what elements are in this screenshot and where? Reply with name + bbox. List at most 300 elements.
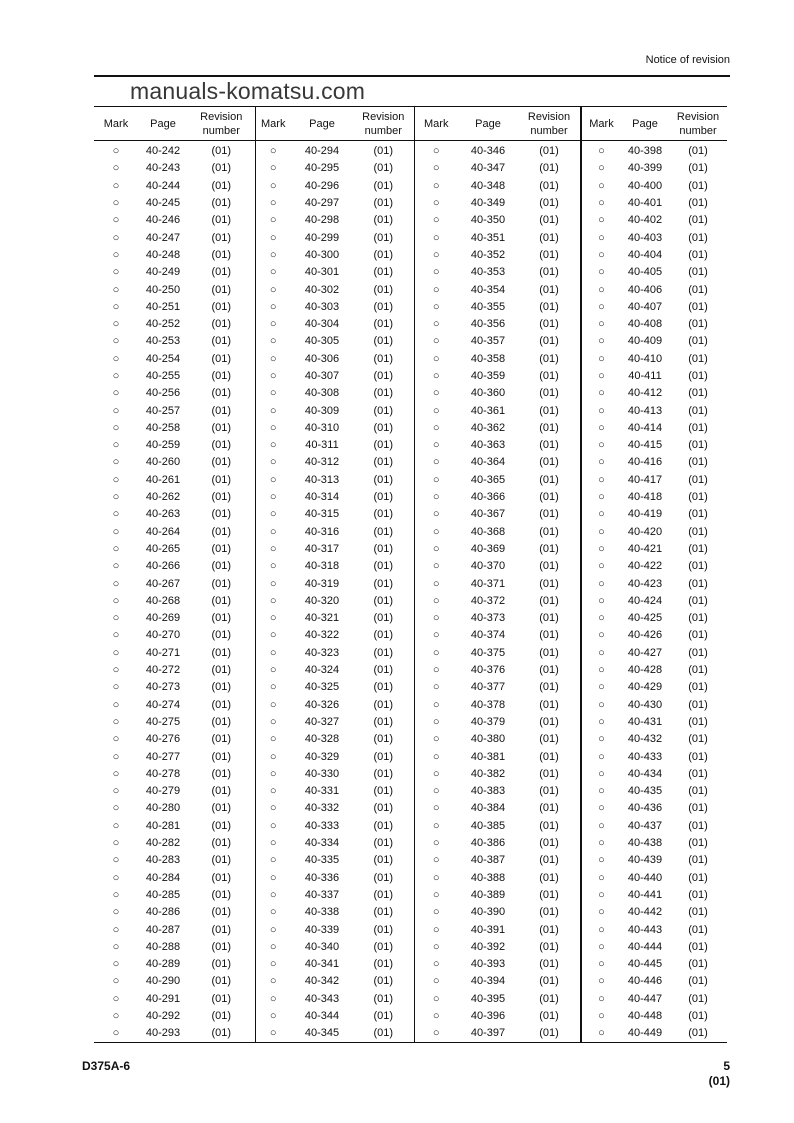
table-row	[94, 299, 727, 316]
mark-symbol: ○	[255, 575, 291, 592]
page-cell: 40-250	[145, 283, 181, 296]
revision-cell: (01)	[373, 940, 394, 953]
mark-symbol: ○	[112, 404, 120, 417]
mark-symbol: ○	[255, 766, 291, 783]
revision-cell: (01)	[688, 802, 708, 815]
mark-symbol: ○	[255, 351, 291, 368]
mark-symbol: ○	[255, 991, 291, 1008]
mark-symbol: ○	[112, 681, 120, 694]
revision-cell: (01)	[373, 681, 394, 694]
revision-cell: (01)	[688, 940, 708, 953]
mark-symbol: ○	[414, 645, 458, 662]
page-cell: 40-448	[627, 1009, 663, 1022]
revision-cell: (01)	[539, 802, 559, 815]
revision-cell: (01)	[688, 906, 708, 919]
page-cell: 40-432	[627, 733, 663, 746]
mark-symbol: ○	[255, 852, 291, 869]
mark-symbol: ○	[581, 1025, 621, 1043]
page-cell: 40-264	[145, 525, 181, 538]
page-cell: 40-306	[304, 352, 340, 365]
page-cell: 40-331	[304, 785, 340, 798]
mark-symbol: ○	[255, 939, 291, 956]
revision-cell: (01)	[211, 992, 232, 1005]
revision-cell: (01)	[688, 525, 708, 538]
revision-cell: (01)	[539, 248, 559, 261]
mark-symbol: ○	[112, 248, 120, 261]
page-cell: 40-340	[304, 940, 340, 953]
page-cell: 40-412	[627, 387, 663, 400]
page-cell: 40-287	[145, 923, 181, 936]
mark-symbol: ○	[255, 627, 291, 644]
revision-cell: (01)	[539, 785, 559, 798]
page-cell: 40-404	[627, 248, 663, 261]
revision-cell: (01)	[539, 750, 559, 763]
mark-symbol: ○	[414, 281, 458, 298]
page-cell: 40-434	[627, 767, 663, 780]
page-cell: 40-433	[627, 750, 663, 763]
revision-cell: (01)	[211, 560, 232, 573]
page-cell: 40-375	[470, 646, 506, 659]
revision-cell: (01)	[373, 352, 394, 365]
page-cell: 40-370	[470, 560, 506, 573]
mark-symbol: ○	[414, 472, 458, 489]
page-cell: 40-441	[627, 888, 663, 901]
page-cell: 40-428	[627, 664, 663, 677]
revision-cell: (01)	[688, 594, 708, 607]
mark-symbol: ○	[112, 785, 120, 798]
revision-cell: (01)	[373, 629, 394, 642]
revision-cell: (01)	[211, 819, 232, 832]
mark-symbol: ○	[414, 402, 458, 419]
mark-symbol: ○	[414, 299, 458, 316]
revision-cell: (01)	[539, 992, 559, 1005]
mark-symbol: ○	[581, 800, 621, 817]
revision-cell: (01)	[211, 352, 232, 365]
revision-cell: (01)	[539, 197, 559, 210]
page-cell: 40-258	[145, 421, 181, 434]
page-cell: 40-368	[470, 525, 506, 538]
mark-symbol: ○	[581, 766, 621, 783]
revision-cell: (01)	[373, 335, 394, 348]
mark-symbol: ○	[414, 818, 458, 835]
revision-cell: (01)	[539, 560, 559, 573]
page-cell: 40-395	[470, 992, 506, 1005]
mark-symbol: ○	[414, 212, 458, 229]
revision-cell: (01)	[539, 906, 559, 919]
page-cell: 40-444	[627, 940, 663, 953]
page-cell: 40-352	[470, 248, 506, 261]
mark-symbol: ○	[112, 300, 120, 313]
mark-symbol: ○	[255, 541, 291, 558]
revision-cell: (01)	[539, 542, 559, 555]
page-cell: 40-365	[470, 473, 506, 486]
revision-cell: (01)	[539, 837, 559, 850]
page-cell: 40-307	[304, 370, 340, 382]
revision-cell: (01)	[211, 387, 232, 400]
page-cell: 40-260	[145, 456, 181, 469]
mark-symbol: ○	[112, 473, 120, 486]
revision-cell: (01)	[373, 767, 394, 780]
mark-symbol: ○	[112, 352, 120, 365]
mark-symbol: ○	[581, 939, 621, 956]
page-cell: 40-413	[627, 404, 663, 417]
table-row	[94, 645, 727, 662]
revision-cell: (01)	[688, 387, 708, 400]
revision-cell: (01)	[373, 508, 394, 521]
mark-symbol: ○	[581, 921, 621, 938]
revision-cell: (01)	[688, 300, 708, 313]
revision-cell: (01)	[211, 940, 232, 953]
footer-page-number: 5	[723, 1059, 730, 1073]
table-row	[94, 195, 727, 212]
revision-cell: (01)	[373, 214, 394, 227]
mark-symbol: ○	[255, 195, 291, 212]
mark-symbol: ○	[414, 766, 458, 783]
page-cell: 40-310	[304, 421, 340, 434]
page-cell: 40-394	[470, 975, 506, 988]
page-cell: 40-383	[470, 785, 506, 798]
mark-symbol: ○	[112, 197, 120, 210]
mark-symbol: ○	[255, 1025, 291, 1043]
page-cell: 40-362	[470, 421, 506, 434]
page-cell: 40-346	[470, 145, 506, 158]
header-revision-line2: number	[364, 124, 402, 137]
mark-symbol: ○	[112, 421, 120, 434]
page-cell: 40-282	[145, 837, 181, 850]
revision-cell: (01)	[211, 318, 232, 331]
table-row	[94, 316, 727, 333]
revision-cell: (01)	[373, 473, 394, 486]
mark-symbol: ○	[255, 679, 291, 696]
revision-cell: (01)	[539, 162, 559, 175]
mark-symbol: ○	[414, 454, 458, 471]
revision-cell: (01)	[373, 318, 394, 331]
page-cell: 40-251	[145, 300, 181, 313]
page-cell: 40-399	[627, 162, 663, 175]
revision-cell: (01)	[373, 819, 394, 832]
page-cell: 40-324	[304, 664, 340, 677]
revision-cell: (01)	[688, 352, 708, 365]
revision-cell: (01)	[373, 283, 394, 296]
page-cell: 40-410	[627, 352, 663, 365]
page-cell: 40-407	[627, 300, 663, 313]
page-cell: 40-244	[145, 179, 181, 192]
revision-cell: (01)	[688, 491, 708, 504]
table-row	[94, 351, 727, 368]
revision-cell: (01)	[539, 612, 559, 625]
table-row	[94, 627, 727, 644]
mark-symbol: ○	[414, 904, 458, 921]
revision-cell: (01)	[211, 197, 232, 210]
page-cell: 40-334	[304, 837, 340, 850]
revision-cell: (01)	[211, 958, 232, 971]
revision-cell: (01)	[373, 785, 394, 798]
mark-symbol: ○	[581, 420, 621, 437]
revision-cell: (01)	[539, 145, 559, 158]
mark-symbol: ○	[112, 767, 120, 780]
table-row	[94, 697, 727, 714]
mark-symbol: ○	[414, 524, 458, 541]
page-cell: 40-378	[470, 698, 506, 711]
mark-symbol: ○	[581, 178, 621, 195]
mark-symbol: ○	[581, 714, 621, 731]
page-cell: 40-314	[304, 491, 340, 504]
revision-cell: (01)	[688, 733, 708, 746]
revision-cell: (01)	[688, 975, 708, 988]
page-cell: 40-398	[627, 145, 663, 158]
page-cell: 40-296	[304, 179, 340, 192]
mark-symbol: ○	[112, 594, 120, 607]
page-cell: 40-347	[470, 162, 506, 175]
table-row	[94, 714, 727, 731]
page-cell: 40-254	[145, 352, 181, 365]
page-cell: 40-388	[470, 871, 506, 884]
revision-cell: (01)	[211, 266, 232, 279]
mark-symbol: ○	[581, 731, 621, 748]
revision-cell: (01)	[539, 698, 559, 711]
mark-symbol: ○	[414, 714, 458, 731]
page-cell: 40-341	[304, 958, 340, 971]
mark-symbol: ○	[112, 664, 120, 677]
page-cell: 40-390	[470, 906, 506, 919]
mark-symbol: ○	[414, 575, 458, 592]
mark-symbol: ○	[581, 645, 621, 662]
table-row	[94, 679, 727, 696]
mark-symbol: ○	[581, 904, 621, 921]
revision-cell: (01)	[688, 439, 708, 452]
revision-cell: (01)	[539, 888, 559, 901]
revision-cell: (01)	[373, 145, 394, 158]
mark-symbol: ○	[255, 420, 291, 437]
page-cell: 40-393	[470, 958, 506, 971]
page-cell: 40-343	[304, 992, 340, 1005]
mark-symbol: ○	[414, 852, 458, 869]
revision-cell: (01)	[211, 283, 232, 296]
revision-cell: (01)	[211, 491, 232, 504]
mark-symbol: ○	[414, 627, 458, 644]
mark-symbol: ○	[112, 733, 120, 746]
mark-symbol: ○	[255, 247, 291, 264]
mark-symbol: ○	[581, 316, 621, 333]
mark-symbol: ○	[581, 697, 621, 714]
revision-cell: (01)	[211, 300, 232, 313]
page-cell: 40-248	[145, 248, 181, 261]
revision-cell: (01)	[539, 266, 559, 279]
page-cell: 40-295	[304, 162, 340, 175]
mark-symbol: ○	[112, 715, 120, 728]
header-mark: Mark	[255, 107, 291, 141]
mark-symbol: ○	[255, 281, 291, 298]
revision-cell: (01)	[211, 473, 232, 486]
mark-symbol: ○	[414, 939, 458, 956]
revision-cell: (01)	[353, 1025, 414, 1043]
page-cell: 40-402	[627, 214, 663, 227]
table-row	[94, 887, 727, 904]
page-cell: 40-265	[145, 542, 181, 555]
revision-cell: (01)	[211, 733, 232, 746]
revision-cell: (01)	[688, 370, 708, 382]
mark-symbol: ○	[581, 610, 621, 627]
revision-cell: (01)	[211, 179, 232, 192]
mark-symbol: ○	[581, 472, 621, 489]
page-cell: 40-426	[627, 629, 663, 642]
revision-cell: (01)	[539, 300, 559, 313]
mark-symbol: ○	[255, 489, 291, 506]
page-cell: 40-330	[304, 767, 340, 780]
page-cell: 40-322	[304, 629, 340, 642]
revision-cell: (01)	[688, 871, 708, 884]
page-cell: 40-389	[470, 888, 506, 901]
mark-symbol: ○	[255, 437, 291, 454]
mark-symbol: ○	[255, 333, 291, 350]
page-cell: 40-357	[470, 335, 506, 348]
page-cell: 40-374	[470, 629, 506, 642]
revision-cell: (01)	[211, 750, 232, 763]
mark-symbol: ○	[255, 524, 291, 541]
table-row	[94, 731, 727, 748]
page-cell: 40-384	[470, 802, 506, 815]
revision-cell: (01)	[373, 266, 394, 279]
page-cell: 40-313	[304, 473, 340, 486]
revision-cell: (01)	[688, 335, 708, 348]
page-cell: 40-414	[627, 421, 663, 434]
revision-cell: (01)	[211, 923, 232, 936]
revision-cell: (01)	[688, 577, 708, 590]
mark-symbol: ○	[255, 714, 291, 731]
table-row	[94, 212, 727, 229]
table-row	[94, 489, 727, 506]
mark-symbol: ○	[112, 179, 120, 192]
page-cell: 40-299	[304, 231, 340, 244]
page-cell: 40-348	[470, 179, 506, 192]
page-cell: 40-255	[145, 370, 181, 382]
page-cell: 40-403	[627, 231, 663, 244]
page-cell: 40-294	[304, 145, 340, 158]
revision-cell: (01)	[688, 854, 708, 867]
mark-symbol: ○	[112, 940, 120, 953]
page-cell: 40-354	[470, 283, 506, 296]
table-row	[94, 160, 727, 177]
page-cell: 40-358	[470, 352, 506, 365]
mark-symbol: ○	[414, 489, 458, 506]
mark-symbol: ○	[414, 593, 458, 610]
revision-cell: (01)	[688, 421, 708, 434]
revision-cell: (01)	[373, 664, 394, 677]
mark-symbol: ○	[112, 542, 120, 555]
page-cell: 40-269	[145, 612, 181, 625]
page-cell: 40-275	[145, 715, 181, 728]
page-cell: 40-406	[627, 283, 663, 296]
mark-symbol: ○	[581, 402, 621, 419]
revision-cell: (01)	[688, 785, 708, 798]
revision-cell: (01)	[688, 681, 708, 694]
page-cell: 40-328	[304, 733, 340, 746]
table-row	[94, 748, 727, 765]
page-cell: 40-418	[627, 491, 663, 504]
page-cell: 40-439	[627, 854, 663, 867]
mark-symbol: ○	[581, 1008, 621, 1025]
page-cell: 40-337	[304, 888, 340, 901]
page-cell: 40-415	[627, 439, 663, 452]
revision-cell: (01)	[539, 871, 559, 884]
mark-symbol: ○	[581, 195, 621, 212]
revision-cell: (01)	[539, 594, 559, 607]
mark-symbol: ○	[255, 869, 291, 886]
page-cell: 40-272	[145, 664, 181, 677]
page-cell: 40-246	[145, 214, 181, 227]
mark-symbol: ○	[255, 800, 291, 817]
mark-symbol: ○	[255, 748, 291, 765]
page-cell: 40-367	[470, 508, 506, 521]
mark-symbol: ○	[414, 835, 458, 852]
mark-symbol: ○	[581, 299, 621, 316]
revision-cell: (01)	[539, 231, 559, 244]
page-cell: 40-245	[145, 197, 181, 210]
revision-cell: (01)	[373, 197, 394, 210]
revision-cell: (01)	[688, 715, 708, 728]
revision-cell: (01)	[373, 248, 394, 261]
table-row	[94, 264, 727, 281]
table-row	[94, 610, 727, 627]
page-header-title: Notice of revision	[645, 54, 730, 66]
mark-symbol: ○	[255, 141, 291, 161]
revision-cell: (01)	[688, 629, 708, 642]
page-cell: 40-377	[470, 681, 506, 694]
page-cell: 40-304	[304, 318, 340, 331]
table-row	[94, 991, 727, 1008]
revision-cell: (01)	[518, 1025, 581, 1043]
mark-symbol: ○	[414, 921, 458, 938]
footer-page	[709, 1059, 730, 1089]
mark-symbol: ○	[112, 387, 120, 400]
page-cell: 40-252	[145, 318, 181, 331]
page-cell: 40-351	[470, 231, 506, 244]
page-cell: 40-268	[145, 594, 181, 607]
page-cell: 40-356	[470, 318, 506, 331]
mark-symbol: ○	[581, 264, 621, 281]
mark-symbol: ○	[112, 871, 120, 884]
table-row	[94, 506, 727, 523]
revision-cell: (01)	[539, 491, 559, 504]
page-cell: 40-449	[621, 1025, 669, 1043]
page-cell: 40-437	[627, 819, 663, 832]
mark-symbol: ○	[255, 402, 291, 419]
header-revision-number	[518, 107, 581, 141]
mark-symbol: ○	[581, 368, 621, 385]
mark-symbol: ○	[255, 454, 291, 471]
mark-symbol: ○	[581, 679, 621, 696]
mark-symbol: ○	[112, 629, 120, 642]
page-cell: 40-400	[627, 179, 663, 192]
mark-symbol: ○	[581, 748, 621, 765]
mark-symbol: ○	[112, 214, 120, 227]
mark-symbol: ○	[581, 281, 621, 298]
page-cell: 40-363	[470, 439, 506, 452]
mark-symbol: ○	[414, 351, 458, 368]
header-mark: Mark	[94, 107, 138, 141]
revision-cell: (01)	[373, 715, 394, 728]
revision-table	[94, 106, 727, 1043]
mark-symbol: ○	[581, 333, 621, 350]
mark-symbol: ○	[414, 679, 458, 696]
table-row	[94, 472, 727, 489]
mark-symbol: ○	[255, 973, 291, 990]
revision-cell: (01)	[211, 646, 232, 659]
revision-cell: (01)	[688, 231, 708, 244]
revision-cell: (01)	[688, 542, 708, 555]
page-cell: 40-297	[304, 197, 340, 210]
page-cell: 40-371	[470, 577, 506, 590]
